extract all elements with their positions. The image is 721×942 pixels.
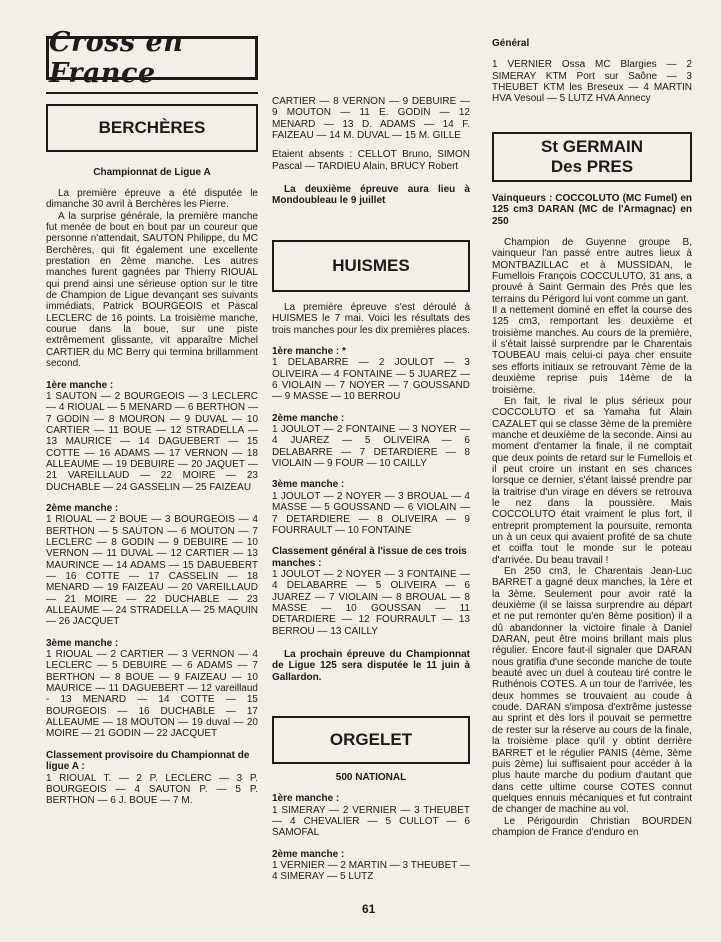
huismes-m2-heading: 2ème manche : (272, 412, 345, 424)
huismes-heading: HUISMES (332, 256, 410, 275)
huismes-intro: La première épreuve s'est déroulé à HUISMES le 7 mai. Voici les résultats des trois manches pour les dix premières places. (272, 302, 470, 336)
section-title-box (46, 27, 258, 89)
orgelet-heading-box (272, 716, 470, 764)
stgermain-paragraph-4: En 250 cm3, le Charentais Jean-Luc BARRET a gagné deux manches, la 1ère et la 3ème. Seulement pour avoir raté la deuxième (il se laissa surprendre au départ et ne put remonter qu'en 8ème position) il a dû abandonner la victoire finale à Daniel DARAN, peut être moins brillant mais plus régulier. Encore faut-il signaler que DARAN nous gratifia d'une seconde manche de toute beauté avec un duel à couteau tiré contre le Ruthénois COTES. A un tour de l'arrivée, les deux hommes se trouvaient au coude à coude. DARAN s'imposa d'extrême justesse au sprint et dès lors il pouvait se permettre de rester sur la réserve au cours de la finale, la troisième place qu'il y obtint derrière BARRET et le régulier PANIS (4ème, 3ème puis 2ème) lui suffisaient pour accéder à la plus haute marche du podium d'autant que dans cette ultime course COTES connut quelques ennuis mécaniques et fut contraint de changer de machine au vol. (492, 566, 692, 816)
huismes-class-results: 1 JOULOT — 2 NOYER — 3 FONTAINE — 4 DELABARRE — 5 OLIVEIRA — 6 JUAREZ — 7 VIOLAIN — 8 BROUAL — 8 MASSE — 10 GOUSSAN — 11 DETARDIERE — 12 FOURRAULT — 13 BERROU — 13 CAILLY (272, 568, 470, 637)
huismes-m1-heading: 1ère manche : * (272, 346, 346, 358)
orgelet-m1-heading: 1ère manche : (272, 793, 340, 805)
orgelet-m2-results: 1 VERNIER — 2 MARTIN — 3 THEUBET — 4 SIMERAY — 5 LUTZ (272, 860, 470, 883)
bercheres-body (46, 188, 258, 807)
bercheres-continued (272, 96, 470, 207)
stgermain-paragraph-5: Le Périgourdin Christian BOURDEN champion de France d'enduro en (492, 815, 692, 838)
bercheres-heading: BERCHÈRES (98, 118, 206, 137)
bercheres-heading-box (46, 104, 258, 152)
huismes-m2-results: 1 JOULOT — 2 FONTAINE — 3 NOYER — 4 JUAREZ — 5 OLIVEIRA — 6 DELABARRE — 7 DETARDIERE — 8 VIOLAIN — 9 FOUR — 10 CAILLY (272, 424, 470, 470)
bercheres-class-heading: Classement provisoire du Championnat de ligue A : (46, 749, 250, 773)
stgermain-paragraph-2: Il a nettement dominé en effet la course des 125 cm3, remportant les deuxième et troisième manches. Au cours de la première, il s'était laissé surprendre par le Charentais TOUBEAU mais celui-ci paya cher ensuite ses efforts initiaux se retrouvant 7ème de la deuxième reprise puis 14ème de la troisième. (492, 305, 692, 396)
stgermain-heading-line1: St GERMAIN (541, 137, 643, 156)
huismes-body (272, 302, 470, 683)
orgelet-m2-heading: 2ème manche : (272, 848, 345, 860)
huismes-m3-heading: 3ème manche : (272, 479, 345, 491)
huismes-next-event: La prochain épreuve du Championnat de Ligue 125 sera disputée le 11 juin à Gallardon. (272, 648, 470, 683)
orgelet-body (272, 772, 470, 883)
bercheres-paragraph: A la surprise générale, la première manche fut menée de bout en bout par un coureur que personne n'attendait, SAUTON Philippe, du MC Berchères, qui fit également une excellente prestation en 2ème manche. Les autres manches furent gagnées par Thierry RIOUAL qui prend ainsi une sérieuse option sur le titre de Champion de Ligue devançant ses suivants immédiats, Patrick BOURGEOIS et Pascal LECLERC de 16 points. La troisième manche, courue dans la boue, sur une piste extrêmement glissante, vit apparaître Michel CARTIER du MC Berry qui termina brillamment second. (46, 210, 258, 370)
bercheres-absents: Etaient absents : CELLOT Bruno, SIMON Pascal — TARDIEU Alain, BRUCY Robert (272, 149, 470, 172)
orgelet-general-results: 1 VERNIER Ossa MC Blargies — 2 SIMERAY KTM Port sur Saône — 3 THEUBET KTM les Breseux — 4 MARTIN HVA Vesoul — 5 LUTZ HVA Annecy (492, 59, 692, 105)
orgelet-m1-results: 1 SIMERAY — 2 VERNIER — 3 THEUBET — 4 CHEVALIER — 5 CULLOT — 6 SAMOFAL (272, 804, 470, 839)
orgelet-subtitle: 500 NATIONAL (335, 772, 407, 783)
huismes-m1-results: 1 DELABARRE — 2 JOULOT — 3 OLIVEIRA — 4 FONTAINE — 5 JUAREZ — 6 VIOLAIN — 7 NOYER — 7 GOUSSAND — 9 MASSE — 10 BERROU (272, 357, 470, 403)
huismes-class-heading: Classement général à l'issue de ces trois manches : (272, 546, 467, 569)
bercheres-m2-results: 1 RIOUAL — 2 BOUE — 3 BOURGEOIS — 4 BERTHON — 5 SAUTON — 6 MOUTON — 7 LECLERC — 8 GODIN — 9 DEBUIRE — 10 VERNON — 11 DUVAL — 12 CARTIER — 13 MAURINCE — 14 ADAMS — 15 DABUEBERT — 16 COTTE — 17 CASSELIN — 18 MENARD — 19 FAIZEAU — 20 VAREILLAUD — 21 MOIRE — 22 DUCHABLE — 23 ALLEAUME — 24 STRADELLA — 25 MAQUIN — 26 JACQUET (46, 514, 258, 628)
bercheres-subtitle: Championnat de Ligue A (93, 167, 211, 178)
orgelet-general-heading: Général (492, 38, 530, 49)
bercheres-m3-results: 1 RIOUAL — 2 CARTIER — 3 VERNON — 4 LECLERC — 5 DEBUIRE — 6 ADAMS — 7 BERTHON — 8 BOUE — 9 FAIZEAU — 10 MAURICE — 11 DAGUEBERT — 12 vareillaud - 13 MENARD — 14 COTTE — 15 BOURGEOIS — 16 DUCHABLE — 17 ALLEAUME — 18 MOUTON — 19 duval — 20 MOIRE — 21 GODIN — 22 JACQUET (46, 649, 258, 740)
bercheres-m2-heading: 2ème manche : (46, 502, 119, 514)
bercheres-m1-heading: 1ère manche : (46, 379, 114, 391)
bercheres-class-continued: CARTIER — 8 VERNON — 9 DEBUIRE — 9 MOUTON — 11 E. GODIN — 12 MENARD — 13 D. ADAMS — 14 F. FAIZEAU — 14 M. DUVAL — 15 M. GILLE (272, 96, 470, 142)
bercheres-intro: La première épreuve a été disputée le dimanche 30 avril à Berchères les Pierre. (46, 188, 258, 211)
stgermain-winners: Vainqueurs : COCCOLUTO (MC Fumel) en 125 cm3 DARAN (MC de l'Armagnac) en 250 (492, 193, 692, 227)
stgermain-paragraph-3: En fait, le rival le plus sérieux pour COCCOLUTO et sa Yamaha fut Alain CAZALET qui se classe 3ème de la première manche et deuxième de la seconde. Ainsi au moment d'entamer la finale, il ne comptait que deux points de retard sur le Fumellois et il peut croire un instant en ses chances lorsque ce dernier, s'étant laissé prendre par la traitrise d'un virage en dévers se retrouva le nez dans la poussière. Mais COCCOLUTO était vraiment le plus fort, il entreprit promptement la poursuite, remonta un à un ceux qui avaient profité de sa chute et coiffa tout le monde sur le poteau d'arrivée. Du beau travail ! (492, 395, 692, 566)
section-title: Cross en France (49, 27, 184, 89)
stgermain-heading-box (492, 132, 692, 182)
bercheres-class-results: 1 RIOUAL T. — 2 P. LECLERC — 3 P. BOURGEOIS — 4 SAUTON P. — 5 P. BERTHON — 6 J. BOUE — 7 M. (46, 772, 258, 807)
orgelet-general (492, 38, 692, 105)
bercheres-next-event: La deuxième épreuve aura lieu à Mondoubleau le 9 juillet (272, 184, 470, 207)
bercheres-m1-results: 1 SAUTON — 2 BOURGEOIS — 3 LECLERC — 4 RIOUAL — 5 MENARD — 6 BERTHON — 7 GODIN — 8 MOURON — 9 DUVAL — 10 CARTIER — 11 BOUE — 12 STRADELLA — 13 MAURICE — 14 DAGUEBERT — 15 COTTE — 16 ADAMS — 17 VERNON — 18 ALLEAUME — 19 DEBUIRE — 20 JAQUET — 21 VAREILLAUD — 22 MOIRE — 23 DUCHABLE — 24 GASSELIN — 25 FAIZEAU (46, 390, 258, 493)
bercheres-m3-heading: 3ème manche : (46, 637, 119, 649)
huismes-heading-box (272, 240, 470, 292)
page-number: 61 (362, 902, 376, 916)
stgermain-body (492, 193, 692, 838)
huismes-m3-results: 1 JOULOT — 2 NOYER — 3 BROUAL — 4 MASSE — 5 GOUSSAND — 6 VIOLAIN — 7 DETARDIERE — 8 OLIVEIRA — 9 FOURRAULT — 10 FONTAINE (272, 490, 470, 536)
stgermain-heading-line2: Des PRES (550, 157, 634, 176)
stgermain-paragraph-1: Champion de Guyenne groupe B, vainqueur l'an passé entre autres lieux à MONTBAZILLAC et à MUSSIDAN, le Fumellois François COCCULUTO, 31 ans, a prouvé à Saint Germain des Prés que les terrains du Périgord lui vont comme un gant. (492, 237, 692, 305)
orgelet-heading: ORGELET (329, 730, 413, 749)
divider (46, 92, 258, 94)
